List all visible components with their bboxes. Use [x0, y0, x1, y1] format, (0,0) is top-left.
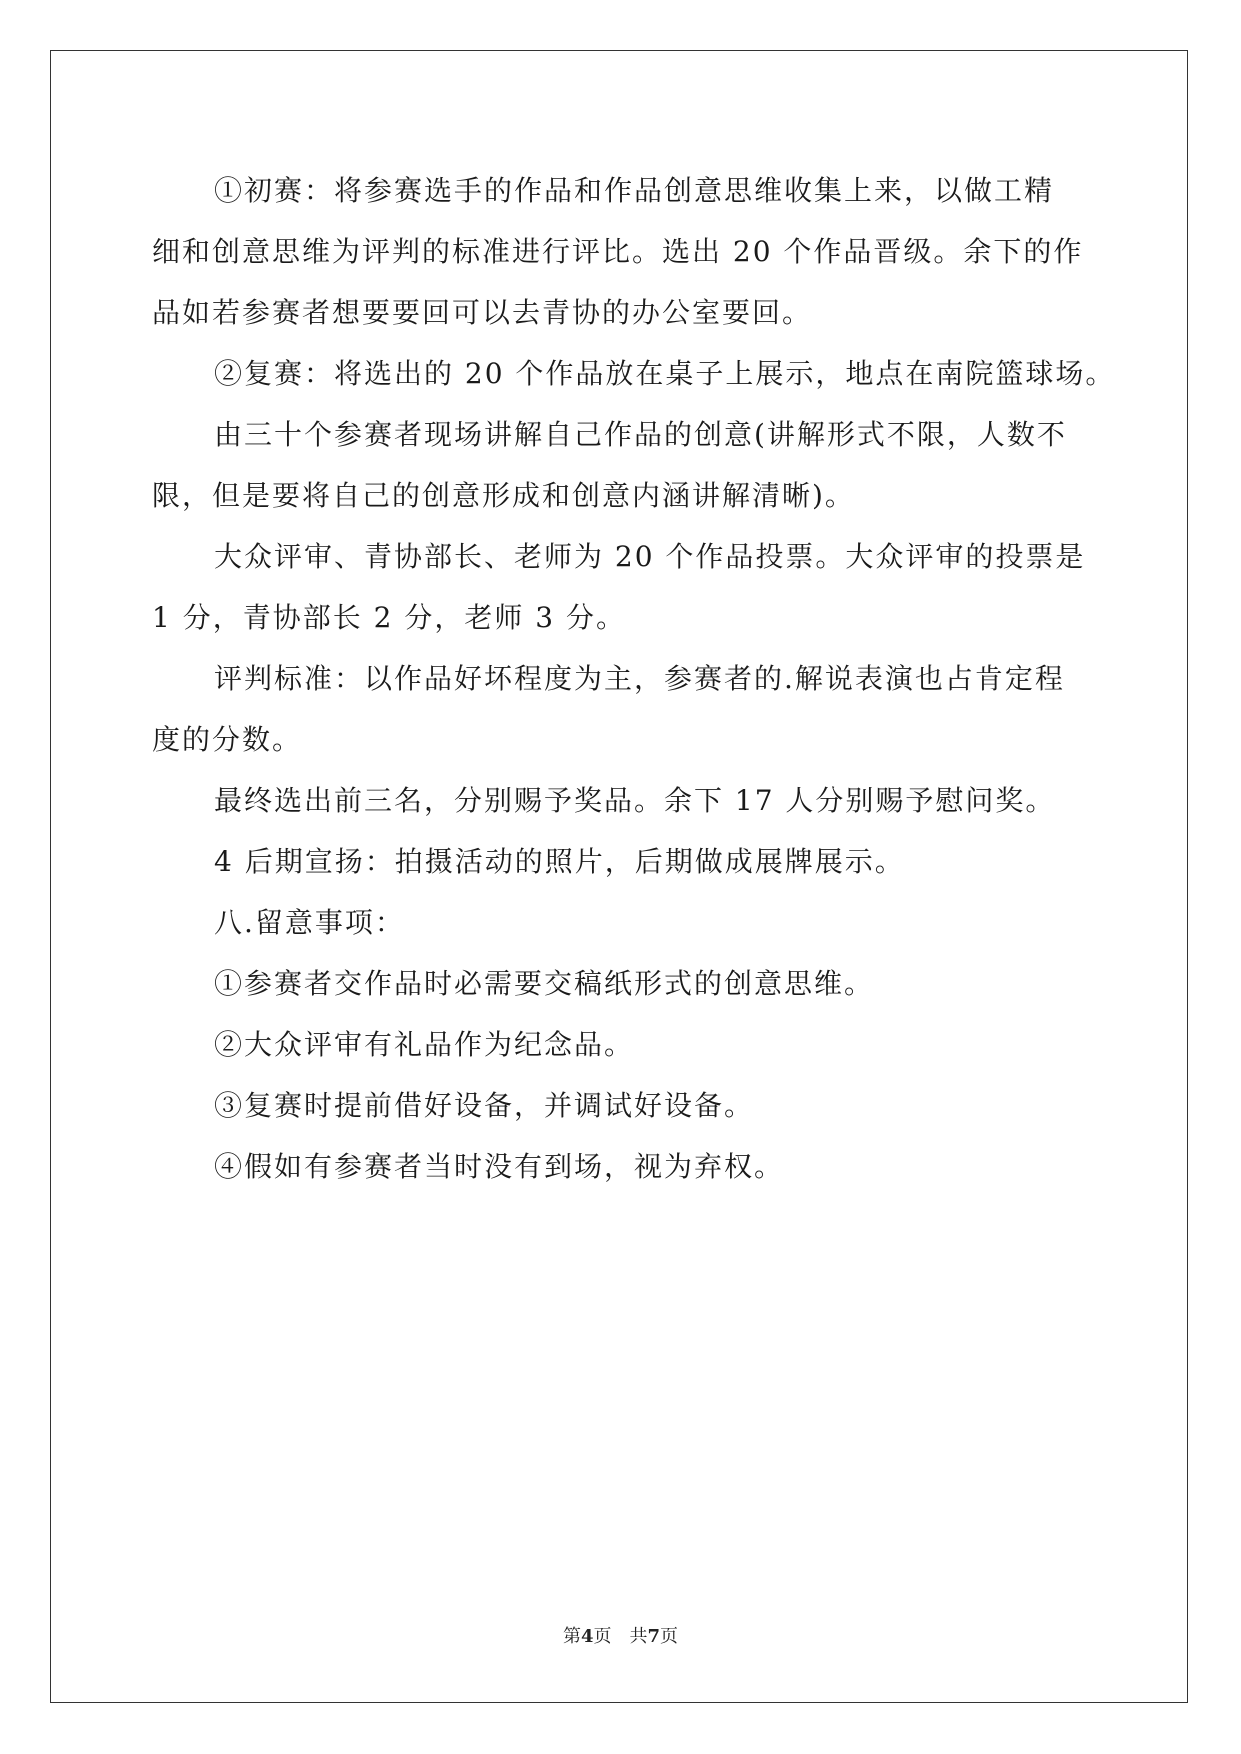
text-line: 细和创意思维为评判的标准进行评比。选出 20 个作品晋级。余下的作 [152, 235, 1084, 268]
text-line: 4 后期宣扬：拍摄活动的照片，后期做成展牌展示。 [214, 845, 905, 878]
text-line: 1 分，青协部长 2 分，老师 3 分。 [152, 601, 626, 634]
footer-suffix: 页 [660, 1626, 679, 1647]
text-line: ②大众评审有礼品作为纪念品。 [214, 1028, 635, 1061]
text-line: 最终选出前三名，分别赐予奖品。余下 17 人分别赐予慰问奖。 [214, 784, 1056, 817]
text-line: 评判标准：以作品好坏程度为主，参赛者的.解说表演也占肯定程 [214, 662, 1065, 695]
footer-mid: 页 共 [593, 1626, 648, 1647]
page-footer [0, 1622, 1241, 1648]
section-heading: 八.留意事项： [214, 906, 405, 939]
text-line: 大众评审、青协部长、老师为 20 个作品投票。大众评审的投票是 [214, 540, 1086, 573]
text-line: 度的分数。 [152, 723, 303, 756]
text-line: ①初赛：将参赛选手的作品和作品创意思维收集上来，以做工精 [214, 174, 1055, 207]
text-line: ③复赛时提前借好设备，并调试好设备。 [214, 1089, 755, 1122]
text-line: 由三十个参赛者现场讲解自己作品的创意(讲解形式不限，人数不 [214, 418, 1067, 451]
footer-prefix: 第 [562, 1626, 581, 1647]
text-line: 品如若参赛者想要要回可以去青协的办公室要回。 [152, 296, 813, 329]
total-page-number: 7 [647, 1626, 661, 1647]
text-line: ②复赛：将选出的 20 个作品放在桌子上展示，地点在南院篮球场。 [214, 357, 1116, 390]
text-line: ④假如有参赛者当时没有到场，视为弃权。 [214, 1150, 785, 1183]
document-body [152, 160, 1116, 1197]
current-page-number: 4 [580, 1626, 594, 1647]
text-line: ①参赛者交作品时必需要交稿纸形式的创意思维。 [214, 967, 875, 1000]
text-line: 限，但是要将自己的创意形成和创意内涵讲解清晰)。 [152, 479, 855, 512]
